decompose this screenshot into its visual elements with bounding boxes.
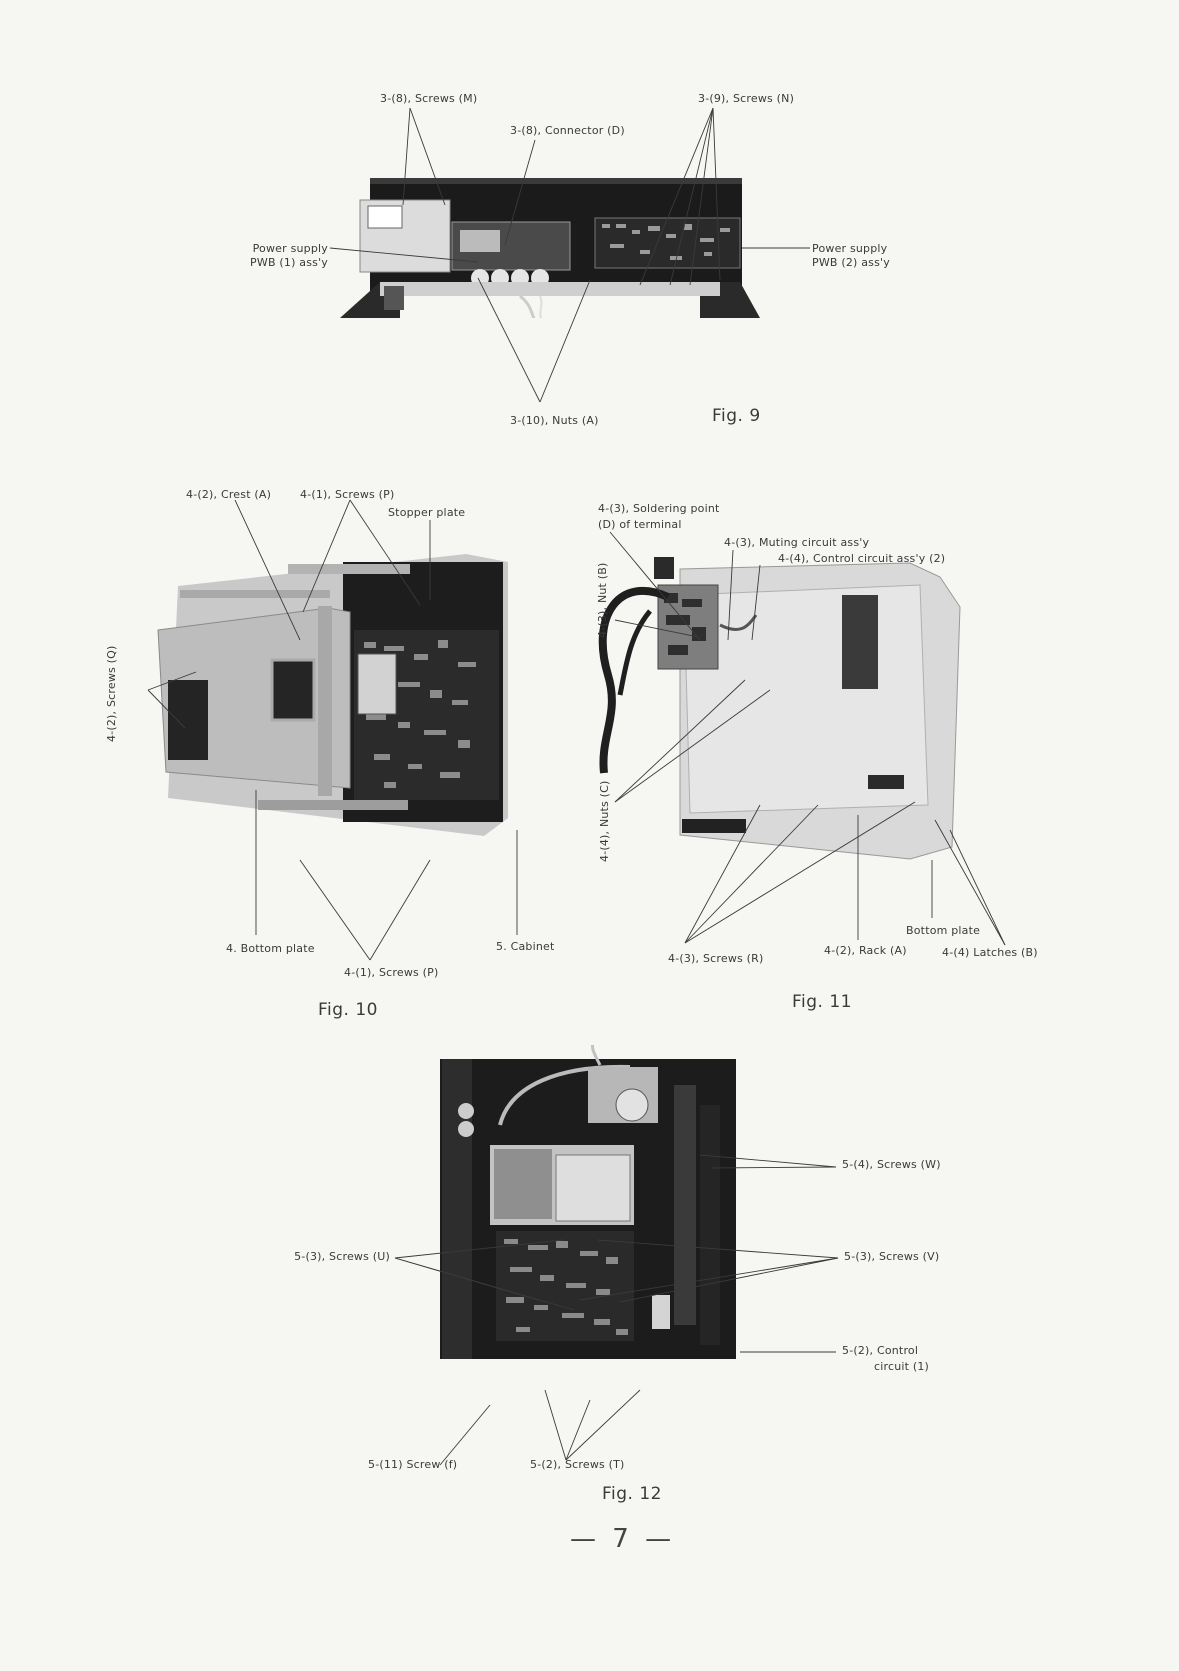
label-bottom-plate-11: Bottom plate xyxy=(906,924,981,937)
label-control-circuit-1-line2: circuit (1) xyxy=(874,1360,930,1373)
label-crest-a: 4-(2), Crest (A) xyxy=(186,488,272,501)
label-latches-b: 4-(4) Latches (B) xyxy=(942,946,1038,959)
label-soldering-line1: 4-(3), Soldering point xyxy=(598,502,720,515)
label-muting-circuit: 4-(3), Muting circuit ass'y xyxy=(724,536,870,549)
label-bottom-plate: 4. Bottom plate xyxy=(226,942,315,955)
label-control-circuit-1-line1: 5-(2), Control xyxy=(842,1344,919,1357)
label-screws-t: 5-(2), Screws (T) xyxy=(530,1458,625,1471)
label-rack-a: 4-(2), Rack (A) xyxy=(824,944,907,957)
label-cabinet: 5. Cabinet xyxy=(496,940,555,953)
fig9-caption: Fig. 9 xyxy=(712,406,761,426)
fig10-caption: Fig. 10 xyxy=(318,1000,378,1020)
label-screws-p-bottom: 4-(1), Screws (P) xyxy=(344,966,439,979)
label-pwb1-line2: PWB (1) ass'y xyxy=(250,256,328,269)
label-soldering-line2: (D) of terminal xyxy=(598,518,682,531)
fig12-caption: Fig. 12 xyxy=(602,1484,662,1504)
label-screws-p-top: 4-(1), Screws (P) xyxy=(300,488,395,501)
label-screws-n: 3-(9), Screws (N) xyxy=(698,92,795,105)
label-screws-u: 5-(3), Screws (U) xyxy=(294,1250,390,1263)
label-screws-m: 3-(8), Screws (M) xyxy=(380,92,478,105)
label-screws-q: 4-(2), Screws (Q) xyxy=(105,645,118,742)
label-nuts-a: 3-(10), Nuts (A) xyxy=(510,414,599,427)
label-pwb2-line1: Power supply xyxy=(812,242,888,255)
label-connector-d: 3-(8), Connector (D) xyxy=(510,124,625,137)
label-screws-w: 5-(4), Screws (W) xyxy=(842,1158,941,1171)
label-screws-v: 5-(3), Screws (V) xyxy=(844,1250,940,1263)
label-nut-b: 4-(3), Nut (B) xyxy=(596,562,609,638)
label-nuts-c: 4-(4), Nuts (C) xyxy=(598,780,611,862)
page-number: — 7 — xyxy=(570,1524,676,1554)
label-pwb2-line2: PWB (2) ass'y xyxy=(812,256,890,269)
fig11-caption: Fig. 11 xyxy=(792,992,852,1012)
label-screw-f: 5-(11) Screw (f) xyxy=(368,1458,458,1471)
label-pwb1-line1: Power supply xyxy=(252,242,328,255)
label-screws-r: 4-(3), Screws (R) xyxy=(668,952,764,965)
label-stopper-plate: Stopper plate xyxy=(388,506,466,519)
label-control-circuit-2: 4-(4), Control circuit ass'y (2) xyxy=(778,552,946,565)
